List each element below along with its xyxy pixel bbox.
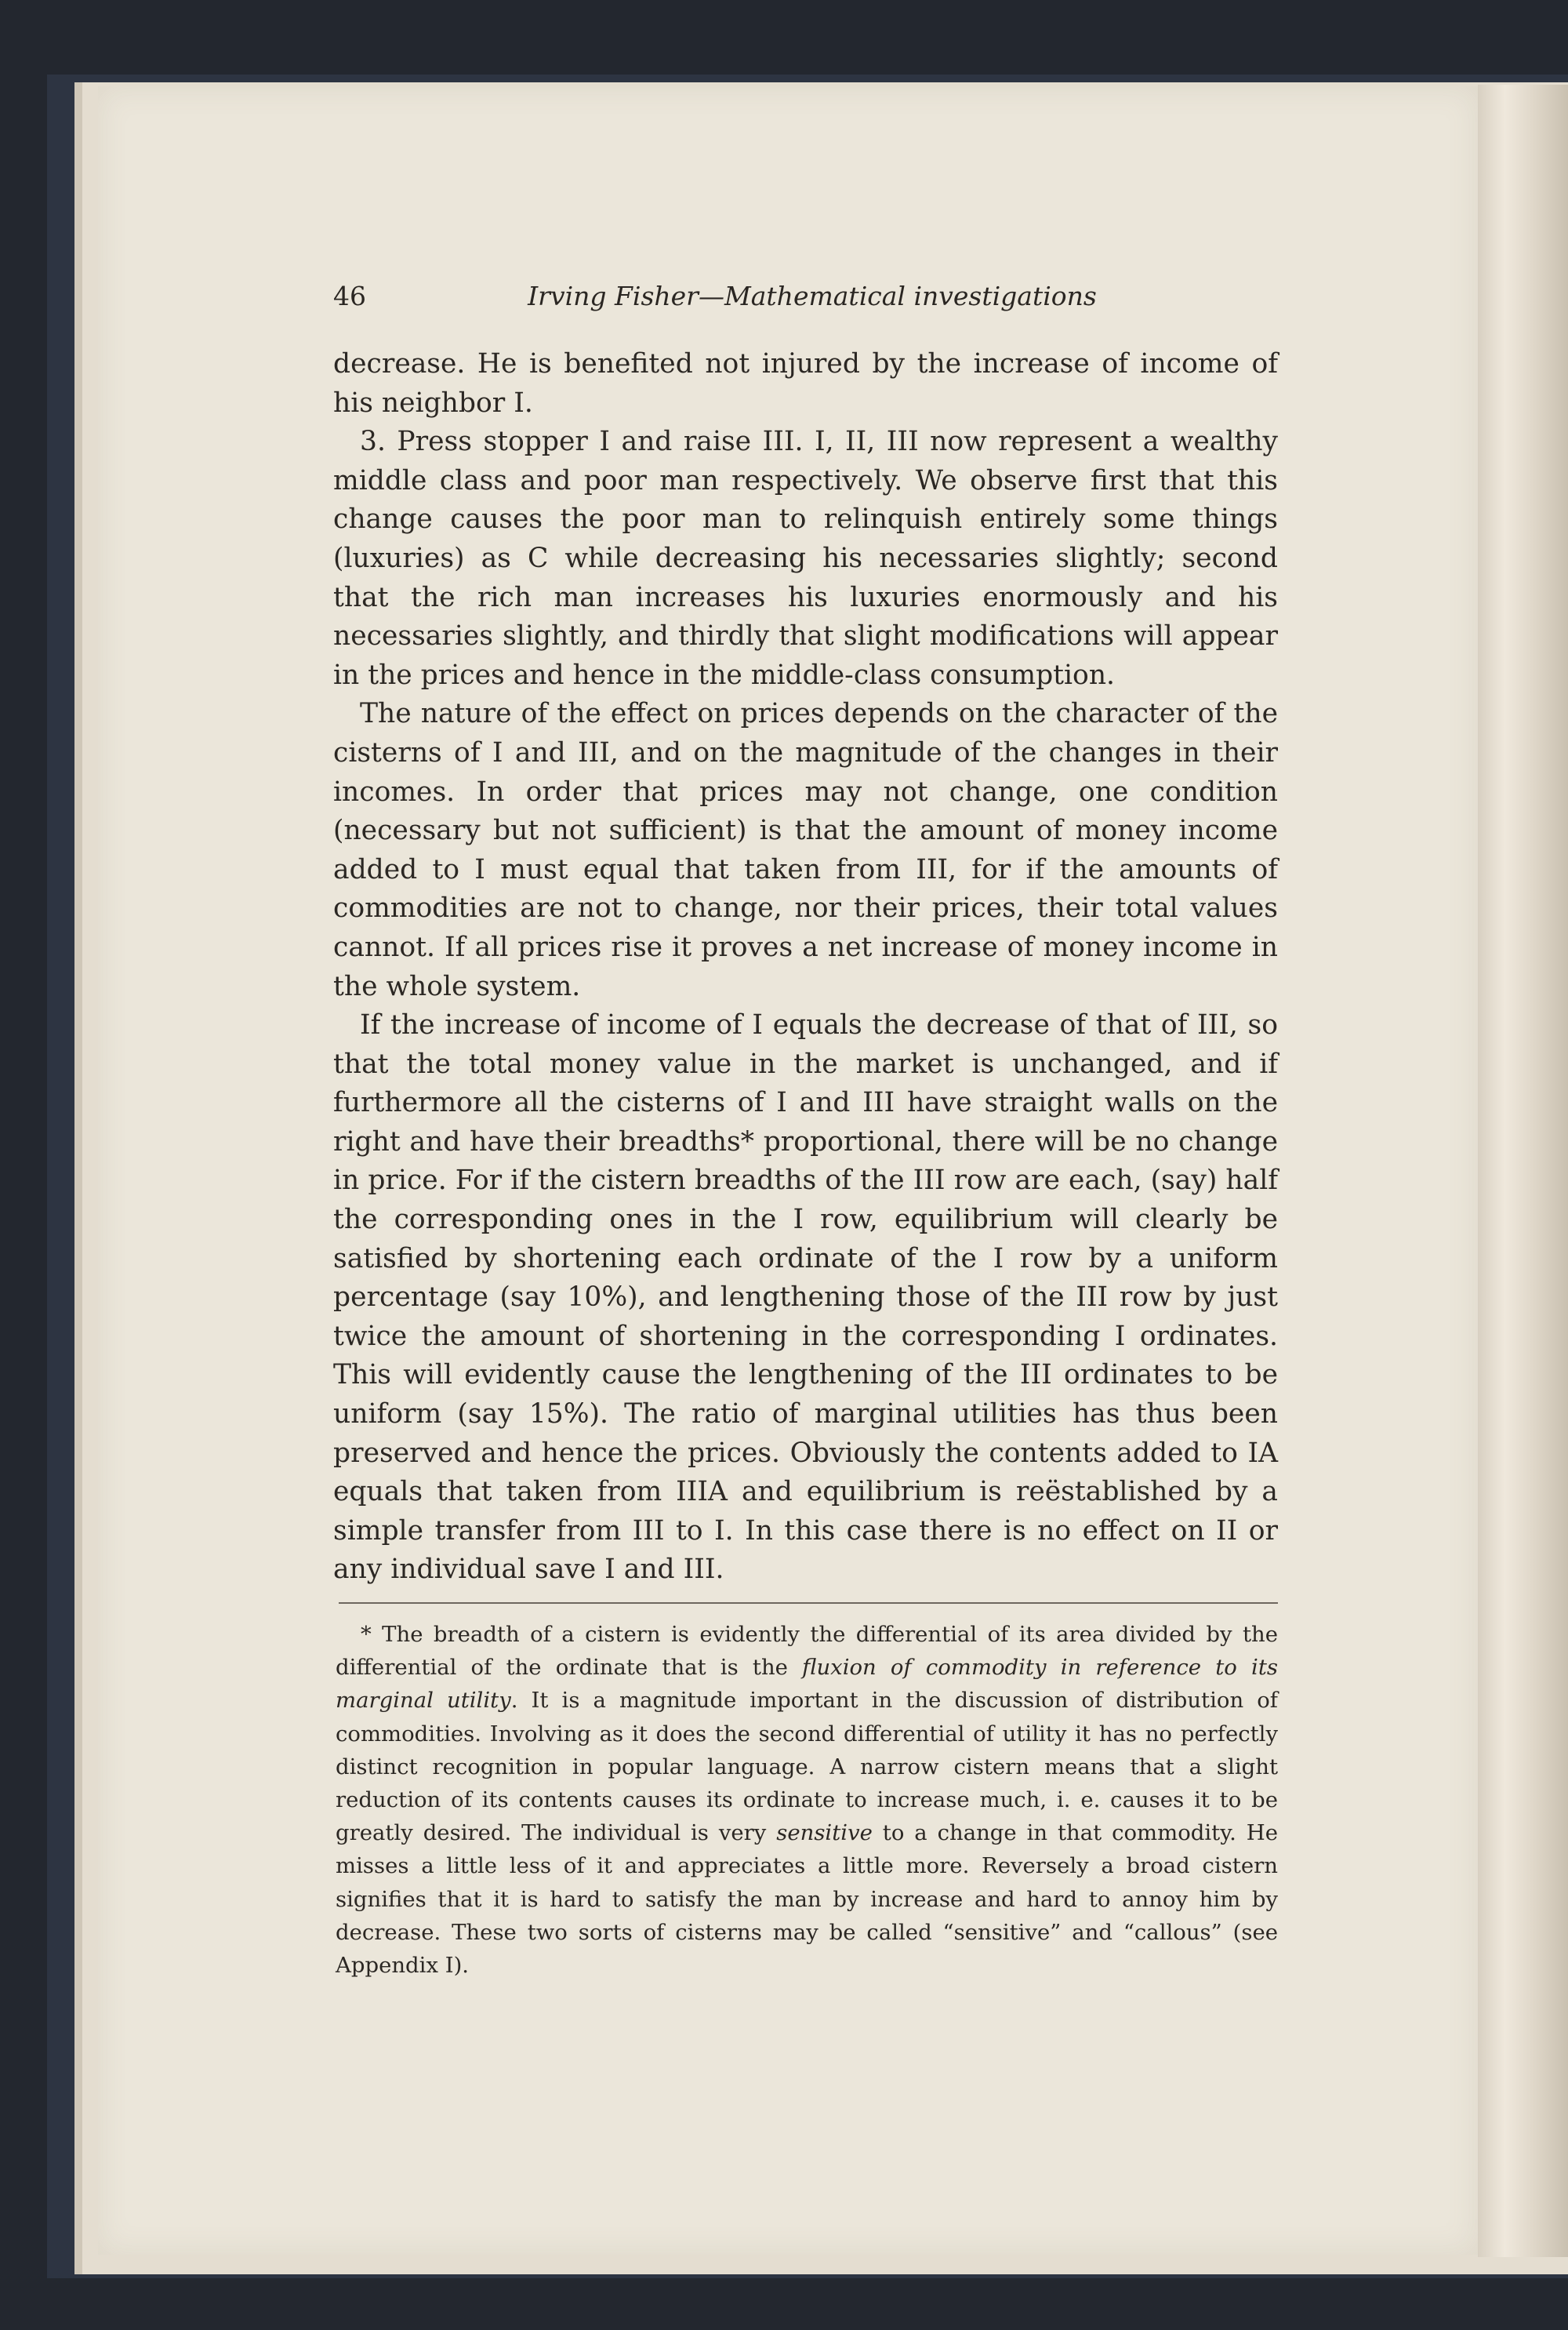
running-head: Irving Fisher—Mathematical investigations xyxy=(528,281,1097,311)
footnote-text-3: to a change in that commodity. He misses a little less of it and appreciates a little more. Reversely a broad cistern signifies that it is hard to satisfy the man by increase and hard to annoy him by decrease. These two sorts of cisterns may be called “sensitive” and “callous” (see Appendix I). xyxy=(336,1820,1278,1979)
footnote-text-2: . It is a magnitude important in the discussion of distribution of commodities. Involving as it does the second differential of utility it has no perfectly distinct recognition in popular language. A narrow cistern means that a slight reduction of its contents causes its ordinate to increase much, i. e. causes it to be greatly desired. The individual is very xyxy=(336,1688,1278,1846)
page-number: 46 xyxy=(333,281,366,311)
paragraph-3: The nature of the effect on prices depends on the character of the cisterns of I and III, and on the magnitude of the changes in their incomes. In order that prices may not change, one condition (necessary but not sufficient) is that the amount of money income added to I must equal that taken from III, for if the amounts of commodities are not to change, nor their prices, their total values cannot. If all prices rise it proves a net increase of money income in the whole system. xyxy=(333,698,1278,1002)
paragraph-4: If the increase of income of I equals the decrease of that of III, so that the total money value in the market is unchanged, and if furthermore all the cisterns of I and III have straight walls on the right and have their breadths* proportional, there will be no change in price. For if the cistern breadths of the III row are each, (say) half the corresponding ones in the I row, equilibrium will clearly be satisfied by shortening each ordinate of the I row by a uniform percentage (say 10%), and lengthening those of the III row by just twice the amount of shortening in the corresponding I ordinates. This will evidently cause the lengthening of the III ordinates to be uniform (say 15%). The ratio of marginal utilities has thus been preserved and hence the prices. Obviously the contents added to IA equals that taken from IIIA and equilibrium is reëstablished by a simple transfer from III to I. In this case there is no effect on II or any individual save I and III. xyxy=(333,1009,1278,1586)
footnote-divider xyxy=(339,1602,1278,1604)
footnote-italic-1: fluxion of commodity in reference to its marginal utility xyxy=(336,1655,1278,1714)
right-page-edges xyxy=(1478,85,1568,2257)
paragraph-2: 3. Press stopper I and raise III. I, II, III now represent a wealthy middle class and poor man respectively. We observe first that this change causes the poor man to relinquish entirely some things (luxuries) as C while decreasing his necessaries slightly; second that the rich man increases his luxuries enormously and his necessaries slightly, and thirdly that slight modifications will appear in the prices and hence in the middle-class consumption. xyxy=(333,426,1278,691)
page-header xyxy=(333,281,1291,320)
footnote xyxy=(336,1618,1278,1982)
paragraph-1: decrease. He is benefited not injured by the increase of income of his neighbor I. xyxy=(333,348,1278,419)
footnote-italic-2: sensitive xyxy=(776,1820,873,1846)
body-text xyxy=(333,345,1278,1590)
footnote-text-1: * The breadth of a cistern is evidently the differential of its area divided by the differential of the ordinate that is the xyxy=(336,1622,1278,1681)
